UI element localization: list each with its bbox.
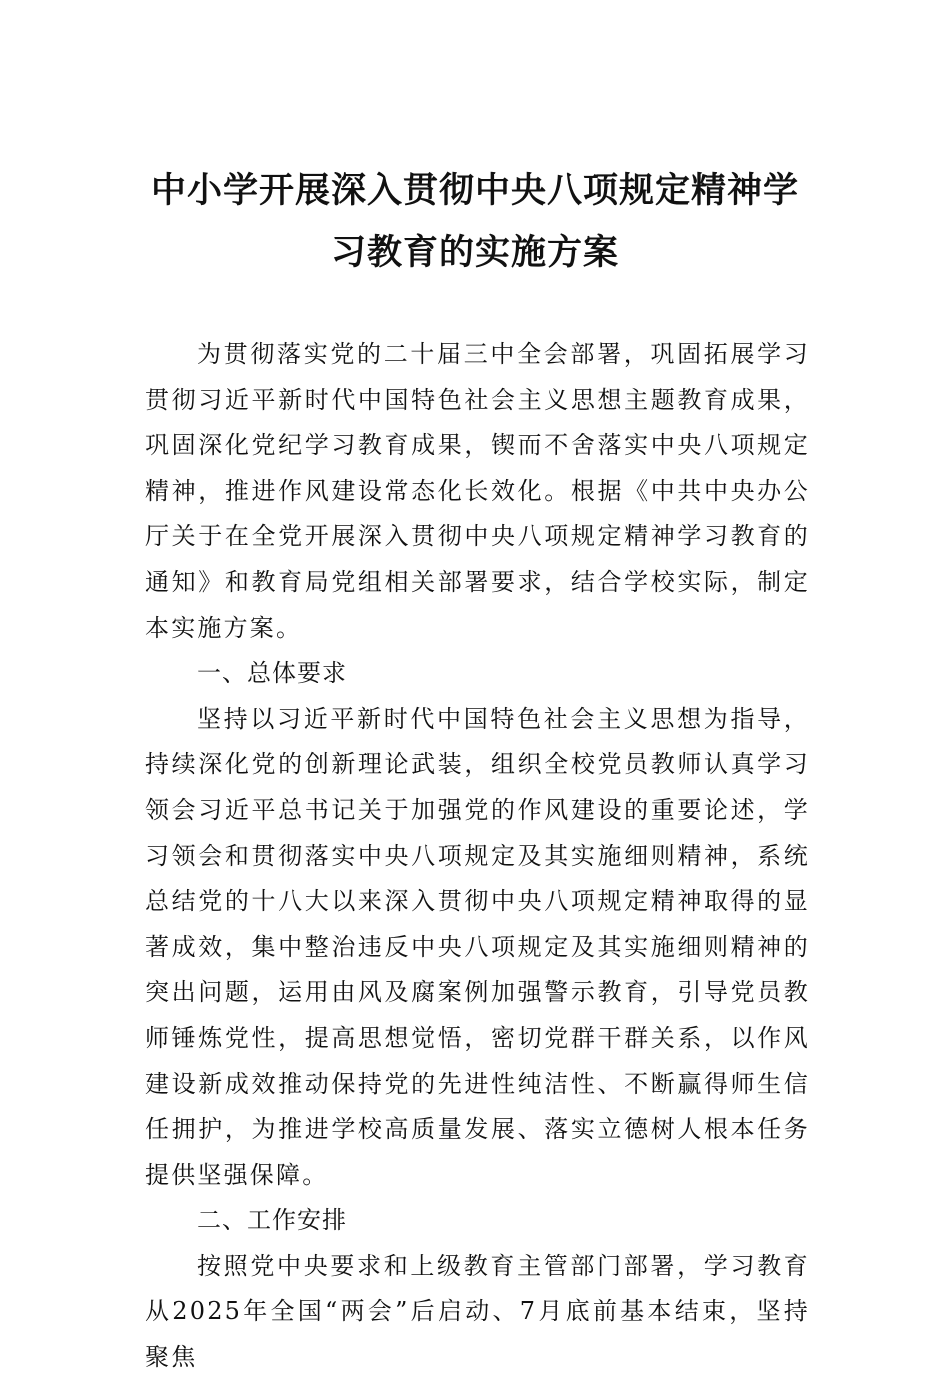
section2-paragraph: 按照党中央要求和上级教育主管部门部署，学习教育从2025年全国“两会”后启动、7月底前基本结束，坚持聚焦 — [145, 1251, 810, 1372]
document-body — [145, 332, 810, 1381]
intro-paragraph: 为贯彻落实党的二十届三中全会部署，巩固拓展学习贯彻习近平新时代中国特色社会主义思想主题教育成果，巩固深化党纪学习教育成果，锲而不舍落实中央八项规定精神，推进作风建设常态化长效化。根据《中共中央办公厅关于在全党开展深入贯彻中央八项规定精神学习教育的通知》和教育局党组相关部署要求，结合学校实际，制定本实施方案。 — [145, 340, 810, 642]
title-line-1: 中小学开展深入贯彻中央八项规定精神学 — [150, 170, 799, 211]
section-heading-work-arrangement: 二、工作安排 — [197, 1206, 347, 1235]
section-heading-overall-requirements: 一、总体要求 — [197, 659, 347, 688]
section1-paragraph: 坚持以习近平新时代中国特色社会主义思想为指导，持续深化党的创新理论武装，组织全校党员教师认真学习领会习近平总书记关于加强党的作风建设的重要论述，学习领会和贯彻落实中央八项规定及其实施细则精神，系统总结党的十八大以来深入贯彻中央八项规定精神取得的显著成效，集中整治违反中央八项规定及其实施细则精神的突出问题，运用由风及腐案例加强警示教育，引导党员教师锤炼党性，提高思想觉悟，密切党群干群关系，以作风建设新成效推动保持党的先进性纯洁性、不断赢得师生信任拥护，为推进学校高质量发展、落实立德树人根本任务提供坚强保障。 — [145, 704, 810, 1189]
title-line-2: 习教育的实施方案 — [330, 232, 619, 273]
document-title — [140, 160, 810, 284]
